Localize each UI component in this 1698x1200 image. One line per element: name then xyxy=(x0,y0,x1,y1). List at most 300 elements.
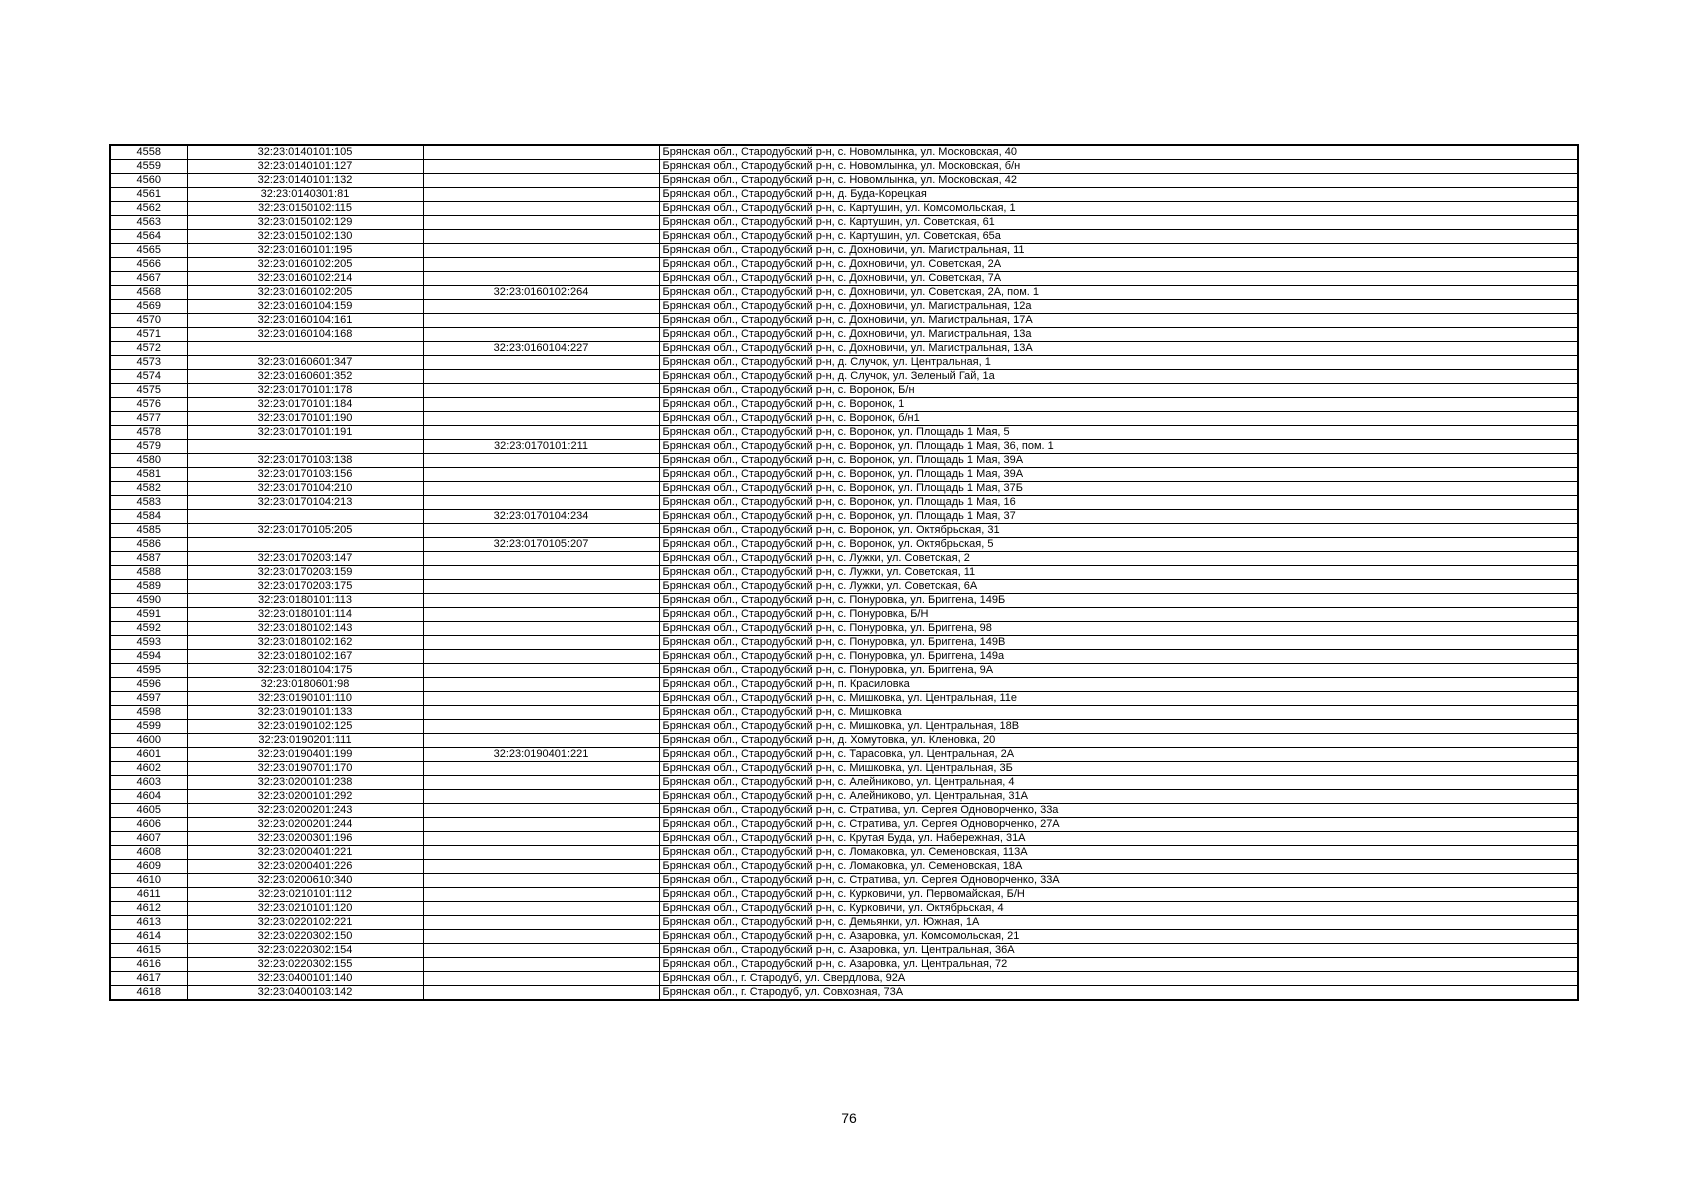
row-number-cell: 4564 xyxy=(110,230,187,244)
cadastral-number-cell: 32:23:0200201:244 xyxy=(187,818,423,832)
cadastral-number-cell: 32:23:0140101:105 xyxy=(187,145,423,160)
address-cell: Брянская обл., Стародубский р-н, с. Дохновичи, ул. Магистральная, 11 xyxy=(659,244,1578,258)
address-cell: Брянская обл., Стародубский р-н, с. Понуровка, Б/Н xyxy=(659,608,1578,622)
row-number-cell: 4598 xyxy=(110,706,187,720)
premises-cadastral-number-cell xyxy=(423,174,659,188)
table-row xyxy=(110,734,1578,748)
row-number-cell: 4596 xyxy=(110,678,187,692)
premises-cadastral-number-cell xyxy=(423,216,659,230)
cadastral-number-cell: 32:23:0180102:162 xyxy=(187,636,423,650)
cadastral-number-cell: 32:23:0200101:292 xyxy=(187,790,423,804)
row-number-cell: 4565 xyxy=(110,244,187,258)
row-number-cell: 4608 xyxy=(110,846,187,860)
cadastral-number-cell: 32:23:0210101:120 xyxy=(187,902,423,916)
premises-cadastral-number-cell xyxy=(423,972,659,986)
address-cell: Брянская обл., Стародубский р-н, с. Крутая Буда, ул. Набережная, 31А xyxy=(659,832,1578,846)
cadastral-number-cell: 32:23:0190102:125 xyxy=(187,720,423,734)
table-row xyxy=(110,440,1578,454)
table-row xyxy=(110,608,1578,622)
address-cell: Брянская обл., Стародубский р-н, с. Демьянки, ул. Южная, 1А xyxy=(659,916,1578,930)
address-cell: Брянская обл., Стародубский р-н, с. Азаровка, ул. Центральная, 72 xyxy=(659,958,1578,972)
cadastral-number-cell: 32:23:0210101:112 xyxy=(187,888,423,902)
row-number-cell: 4607 xyxy=(110,832,187,846)
row-number-cell: 4615 xyxy=(110,944,187,958)
address-cell: Брянская обл., Стародубский р-н, д. Буда-Корецкая xyxy=(659,188,1578,202)
table-row xyxy=(110,636,1578,650)
row-number-cell: 4587 xyxy=(110,552,187,566)
row-number-cell: 4560 xyxy=(110,174,187,188)
table-row xyxy=(110,944,1578,958)
table-row xyxy=(110,510,1578,524)
table-row xyxy=(110,286,1578,300)
table-row xyxy=(110,160,1578,174)
row-number-cell: 4593 xyxy=(110,636,187,650)
row-number-cell: 4614 xyxy=(110,930,187,944)
table-row xyxy=(110,930,1578,944)
row-number-cell: 4578 xyxy=(110,426,187,440)
cadastral-number-cell: 32:23:0170104:210 xyxy=(187,482,423,496)
row-number-cell: 4580 xyxy=(110,454,187,468)
page-number: 76 xyxy=(841,1110,857,1126)
premises-cadastral-number-cell xyxy=(423,412,659,426)
table-row xyxy=(110,244,1578,258)
table-row xyxy=(110,916,1578,930)
cadastral-number-cell: 32:23:0400101:140 xyxy=(187,972,423,986)
table-row xyxy=(110,188,1578,202)
premises-cadastral-number-cell xyxy=(423,678,659,692)
table-row xyxy=(110,314,1578,328)
address-cell: Брянская обл., Стародубский р-н, с. Ломаковка, ул. Семеновская, 18А xyxy=(659,860,1578,874)
premises-cadastral-number-cell xyxy=(423,145,659,160)
address-cell: Брянская обл., г. Стародуб, ул. Совхозная, 73А xyxy=(659,986,1578,1001)
premises-cadastral-number-cell xyxy=(423,930,659,944)
row-number-cell: 4575 xyxy=(110,384,187,398)
address-cell: Брянская обл., Стародубский р-н, с. Лужки, ул. Советская, 11 xyxy=(659,566,1578,580)
table-row xyxy=(110,790,1578,804)
address-cell: Брянская обл., г. Стародуб, ул. Свердлова, 92А xyxy=(659,972,1578,986)
address-cell: Брянская обл., Стародубский р-н, с. Азаровка, ул. Комсомольская, 21 xyxy=(659,930,1578,944)
address-cell: Брянская обл., Стародубский р-н, с. Воронок, ул. Площадь 1 Мая, 39А xyxy=(659,454,1578,468)
row-number-cell: 4584 xyxy=(110,510,187,524)
row-number-cell: 4574 xyxy=(110,370,187,384)
row-number-cell: 4567 xyxy=(110,272,187,286)
table-row xyxy=(110,145,1578,160)
cadastral-number-cell: 32:23:0170203:147 xyxy=(187,552,423,566)
table-row xyxy=(110,496,1578,510)
row-number-cell: 4583 xyxy=(110,496,187,510)
row-number-cell: 4594 xyxy=(110,650,187,664)
premises-cadastral-number-cell xyxy=(423,524,659,538)
premises-cadastral-number-cell xyxy=(423,958,659,972)
cadastral-number-cell: 32:23:0180601:98 xyxy=(187,678,423,692)
cadastral-number-cell: 32:23:0180104:175 xyxy=(187,664,423,678)
address-cell: Брянская обл., Стародубский р-н, с. Картушин, ул. Комсомольская, 1 xyxy=(659,202,1578,216)
cadastral-number-cell: 32:23:0220302:155 xyxy=(187,958,423,972)
cadastral-number-cell: 32:23:0160601:347 xyxy=(187,356,423,370)
cadastral-number-cell: 32:23:0180101:114 xyxy=(187,608,423,622)
row-number-cell: 4577 xyxy=(110,412,187,426)
premises-cadastral-number-cell xyxy=(423,258,659,272)
table-row xyxy=(110,552,1578,566)
cadastral-number-cell: 32:23:0160104:159 xyxy=(187,300,423,314)
table-row xyxy=(110,272,1578,286)
cadastral-number-cell: 32:23:0170103:156 xyxy=(187,468,423,482)
row-number-cell: 4613 xyxy=(110,916,187,930)
cadastral-number-cell: 32:23:0150102:129 xyxy=(187,216,423,230)
premises-cadastral-number-cell xyxy=(423,202,659,216)
premises-cadastral-number-cell xyxy=(423,426,659,440)
premises-cadastral-number-cell xyxy=(423,468,659,482)
premises-cadastral-number-cell xyxy=(423,384,659,398)
premises-cadastral-number-cell xyxy=(423,244,659,258)
table-row xyxy=(110,230,1578,244)
premises-cadastral-number-cell: 32:23:0190401:221 xyxy=(423,748,659,762)
premises-cadastral-number-cell xyxy=(423,328,659,342)
premises-cadastral-number-cell xyxy=(423,860,659,874)
registry-table-body xyxy=(110,145,1578,1000)
table-row xyxy=(110,412,1578,426)
cadastral-number-cell: 32:23:0170203:159 xyxy=(187,566,423,580)
row-number-cell: 4595 xyxy=(110,664,187,678)
cadastral-number-cell: 32:23:0170104:213 xyxy=(187,496,423,510)
premises-cadastral-number-cell xyxy=(423,706,659,720)
row-number-cell: 4572 xyxy=(110,342,187,356)
address-cell: Брянская обл., Стародубский р-н, с. Дохновичи, ул. Магистральная, 12а xyxy=(659,300,1578,314)
cadastral-number-cell: 32:23:0400103:142 xyxy=(187,986,423,1001)
table-row xyxy=(110,846,1578,860)
premises-cadastral-number-cell xyxy=(423,454,659,468)
address-cell: Брянская обл., Стародубский р-н, с. Мишковка xyxy=(659,706,1578,720)
table-row xyxy=(110,650,1578,664)
address-cell: Брянская обл., Стародубский р-н, с. Картушин, ул. Советская, 61 xyxy=(659,216,1578,230)
row-number-cell: 4558 xyxy=(110,145,187,160)
premises-cadastral-number-cell xyxy=(423,314,659,328)
table-row xyxy=(110,426,1578,440)
address-cell: Брянская обл., Стародубский р-н, с. Тарасовка, ул. Центральная, 2А xyxy=(659,748,1578,762)
premises-cadastral-number-cell xyxy=(423,790,659,804)
cadastral-number-cell xyxy=(187,510,423,524)
cadastral-number-cell: 32:23:0190201:111 xyxy=(187,734,423,748)
premises-cadastral-number-cell xyxy=(423,636,659,650)
row-number-cell: 4590 xyxy=(110,594,187,608)
cadastral-number-cell: 32:23:0200401:221 xyxy=(187,846,423,860)
address-cell: Брянская обл., Стародубский р-н, с. Понуровка, ул. Бриггена, 149В xyxy=(659,636,1578,650)
cadastral-number-cell: 32:23:0160102:205 xyxy=(187,258,423,272)
premises-cadastral-number-cell xyxy=(423,230,659,244)
premises-cadastral-number-cell xyxy=(423,356,659,370)
premises-cadastral-number-cell xyxy=(423,846,659,860)
registry-table xyxy=(109,144,1579,1001)
row-number-cell: 4592 xyxy=(110,622,187,636)
row-number-cell: 4585 xyxy=(110,524,187,538)
cadastral-number-cell: 32:23:0160102:214 xyxy=(187,272,423,286)
premises-cadastral-number-cell xyxy=(423,370,659,384)
row-number-cell: 4611 xyxy=(110,888,187,902)
address-cell: Брянская обл., Стародубский р-н, с. Стратива, ул. Сергея Одноворченко, 33а xyxy=(659,804,1578,818)
address-cell: Брянская обл., Стародубский р-н, с. Понуровка, ул. Бриггена, 98 xyxy=(659,622,1578,636)
table-row xyxy=(110,454,1578,468)
row-number-cell: 4563 xyxy=(110,216,187,230)
address-cell: Брянская обл., Стародубский р-н, с. Воронок, ул. Октябрьская, 5 xyxy=(659,538,1578,552)
table-row xyxy=(110,538,1578,552)
row-number-cell: 4579 xyxy=(110,440,187,454)
premises-cadastral-number-cell xyxy=(423,650,659,664)
premises-cadastral-number-cell: 32:23:0170104:234 xyxy=(423,510,659,524)
table-row xyxy=(110,748,1578,762)
premises-cadastral-number-cell xyxy=(423,818,659,832)
premises-cadastral-number-cell: 32:23:0170101:211 xyxy=(423,440,659,454)
cadastral-number-cell: 32:23:0220102:221 xyxy=(187,916,423,930)
address-cell: Брянская обл., Стародубский р-н, с. Мишковка, ул. Центральная, 3Б xyxy=(659,762,1578,776)
address-cell: Брянская обл., Стародубский р-н, с. Новомлынка, ул. Московская, 40 xyxy=(659,145,1578,160)
address-cell: Брянская обл., Стародубский р-н, с. Лужки, ул. Советская, 6А xyxy=(659,580,1578,594)
row-number-cell: 4569 xyxy=(110,300,187,314)
premises-cadastral-number-cell xyxy=(423,888,659,902)
row-number-cell: 4576 xyxy=(110,398,187,412)
cadastral-number-cell: 32:23:0160104:168 xyxy=(187,328,423,342)
table-row xyxy=(110,958,1578,972)
row-number-cell: 4605 xyxy=(110,804,187,818)
premises-cadastral-number-cell xyxy=(423,160,659,174)
address-cell: Брянская обл., Стародубский р-н, с. Стратива, ул. Сергея Одноворченко, 33А xyxy=(659,874,1578,888)
table-row xyxy=(110,818,1578,832)
cadastral-number-cell: 32:23:0170203:175 xyxy=(187,580,423,594)
premises-cadastral-number-cell xyxy=(423,874,659,888)
row-number-cell: 4610 xyxy=(110,874,187,888)
cadastral-number-cell xyxy=(187,440,423,454)
row-number-cell: 4573 xyxy=(110,356,187,370)
cadastral-number-cell: 32:23:0200201:243 xyxy=(187,804,423,818)
table-row xyxy=(110,328,1578,342)
cadastral-number-cell: 32:23:0220302:150 xyxy=(187,930,423,944)
cadastral-number-cell: 32:23:0160101:195 xyxy=(187,244,423,258)
premises-cadastral-number-cell xyxy=(423,944,659,958)
cadastral-number-cell: 32:23:0180101:113 xyxy=(187,594,423,608)
row-number-cell: 4589 xyxy=(110,580,187,594)
table-row xyxy=(110,384,1578,398)
table-row xyxy=(110,356,1578,370)
cadastral-number-cell: 32:23:0200101:238 xyxy=(187,776,423,790)
row-number-cell: 4591 xyxy=(110,608,187,622)
table-row xyxy=(110,678,1578,692)
premises-cadastral-number-cell xyxy=(423,496,659,510)
address-cell: Брянская обл., Стародубский р-н, с. Новомлынка, ул. Московская, 42 xyxy=(659,174,1578,188)
row-number-cell: 4566 xyxy=(110,258,187,272)
address-cell: Брянская обл., Стародубский р-н, с. Алейниково, ул. Центральная, 31А xyxy=(659,790,1578,804)
table-row xyxy=(110,580,1578,594)
table-row xyxy=(110,174,1578,188)
row-number-cell: 4617 xyxy=(110,972,187,986)
address-cell: Брянская обл., Стародубский р-н, д. Хомутовка, ул. Кленовка, 20 xyxy=(659,734,1578,748)
cadastral-number-cell: 32:23:0190401:199 xyxy=(187,748,423,762)
table-row xyxy=(110,566,1578,580)
table-row xyxy=(110,664,1578,678)
table-row xyxy=(110,972,1578,986)
table-row xyxy=(110,468,1578,482)
premises-cadastral-number-cell xyxy=(423,300,659,314)
address-cell: Брянская обл., Стародубский р-н, с. Мишковка, ул. Центральная, 11е xyxy=(659,692,1578,706)
row-number-cell: 4559 xyxy=(110,160,187,174)
premises-cadastral-number-cell xyxy=(423,902,659,916)
cadastral-number-cell: 32:23:0140101:132 xyxy=(187,174,423,188)
cadastral-number-cell: 32:23:0150102:130 xyxy=(187,230,423,244)
address-cell: Брянская обл., Стародубский р-н, с. Стратива, ул. Сергея Одноворченко, 27А xyxy=(659,818,1578,832)
address-cell: Брянская обл., Стародубский р-н, с. Понуровка, ул. Бриггена, 149а xyxy=(659,650,1578,664)
table-row xyxy=(110,804,1578,818)
premises-cadastral-number-cell xyxy=(423,594,659,608)
address-cell: Брянская обл., Стародубский р-н, с. Понуровка, ул. Бриггена, 149Б xyxy=(659,594,1578,608)
premises-cadastral-number-cell xyxy=(423,916,659,930)
table-row xyxy=(110,342,1578,356)
address-cell: Брянская обл., Стародубский р-н, с. Картушин, ул. Советская, 65а xyxy=(659,230,1578,244)
table-row xyxy=(110,524,1578,538)
row-number-cell: 4581 xyxy=(110,468,187,482)
premises-cadastral-number-cell: 32:23:0170105:207 xyxy=(423,538,659,552)
cadastral-number-cell: 32:23:0170105:205 xyxy=(187,524,423,538)
cadastral-number-cell: 32:23:0200301:196 xyxy=(187,832,423,846)
table-row xyxy=(110,300,1578,314)
table-row xyxy=(110,986,1578,1001)
premises-cadastral-number-cell xyxy=(423,608,659,622)
cadastral-number-cell xyxy=(187,538,423,552)
table-row xyxy=(110,902,1578,916)
premises-cadastral-number-cell xyxy=(423,566,659,580)
premises-cadastral-number-cell xyxy=(423,734,659,748)
cadastral-number-cell: 32:23:0160601:352 xyxy=(187,370,423,384)
premises-cadastral-number-cell xyxy=(423,720,659,734)
row-number-cell: 4612 xyxy=(110,902,187,916)
table-row xyxy=(110,258,1578,272)
premises-cadastral-number-cell xyxy=(423,692,659,706)
address-cell: Брянская обл., Стародубский р-н, с. Дохновичи, ул. Магистральная, 13а xyxy=(659,328,1578,342)
row-number-cell: 4602 xyxy=(110,762,187,776)
premises-cadastral-number-cell: 32:23:0160102:264 xyxy=(423,286,659,300)
table-row xyxy=(110,594,1578,608)
cadastral-number-cell: 32:23:0200610:340 xyxy=(187,874,423,888)
cadastral-number-cell: 32:23:0180102:143 xyxy=(187,622,423,636)
table-row xyxy=(110,860,1578,874)
premises-cadastral-number-cell xyxy=(423,552,659,566)
table-row xyxy=(110,370,1578,384)
table-row xyxy=(110,888,1578,902)
premises-cadastral-number-cell xyxy=(423,580,659,594)
address-cell: Брянская обл., Стародубский р-н, с. Дохновичи, ул. Советская, 2А xyxy=(659,258,1578,272)
cadastral-number-cell: 32:23:0190101:110 xyxy=(187,692,423,706)
cadastral-number-cell: 32:23:0150102:115 xyxy=(187,202,423,216)
cadastral-number-cell: 32:23:0190701:170 xyxy=(187,762,423,776)
table-row xyxy=(110,692,1578,706)
table-row xyxy=(110,832,1578,846)
address-cell: Брянская обл., Стародубский р-н, с. Воронок, б/н1 xyxy=(659,412,1578,426)
row-number-cell: 4606 xyxy=(110,818,187,832)
premises-cadastral-number-cell xyxy=(423,762,659,776)
row-number-cell: 4599 xyxy=(110,720,187,734)
row-number-cell: 4588 xyxy=(110,566,187,580)
cadastral-number-cell: 32:23:0170103:138 xyxy=(187,454,423,468)
table-row xyxy=(110,482,1578,496)
address-cell: Брянская обл., Стародубский р-н, с. Дохновичи, ул. Советская, 7А xyxy=(659,272,1578,286)
row-number-cell: 4604 xyxy=(110,790,187,804)
cadastral-number-cell: 32:23:0170101:178 xyxy=(187,384,423,398)
address-cell: Брянская обл., Стародубский р-н, с. Воронок, ул. Площадь 1 Мая, 37 xyxy=(659,510,1578,524)
cadastral-number-cell: 32:23:0160104:161 xyxy=(187,314,423,328)
cadastral-number-cell: 32:23:0170101:190 xyxy=(187,412,423,426)
table-row xyxy=(110,398,1578,412)
premises-cadastral-number-cell xyxy=(423,664,659,678)
address-cell: Брянская обл., Стародубский р-н, с. Алейниково, ул. Центральная, 4 xyxy=(659,776,1578,790)
cadastral-number-cell: 32:23:0170101:191 xyxy=(187,426,423,440)
premises-cadastral-number-cell xyxy=(423,482,659,496)
address-cell: Брянская обл., Стародубский р-н, п. Красиловка xyxy=(659,678,1578,692)
table-row xyxy=(110,706,1578,720)
row-number-cell: 4600 xyxy=(110,734,187,748)
cadastral-number-cell xyxy=(187,342,423,356)
cadastral-number-cell: 32:23:0160102:205 xyxy=(187,286,423,300)
row-number-cell: 4561 xyxy=(110,188,187,202)
address-cell: Брянская обл., Стародубский р-н, с. Воронок, ул. Октябрьская, 31 xyxy=(659,524,1578,538)
cadastral-number-cell: 32:23:0170101:184 xyxy=(187,398,423,412)
premises-cadastral-number-cell xyxy=(423,188,659,202)
row-number-cell: 4618 xyxy=(110,986,187,1001)
row-number-cell: 4597 xyxy=(110,692,187,706)
address-cell: Брянская обл., Стародубский р-н, с. Лужки, ул. Советская, 2 xyxy=(659,552,1578,566)
table-row xyxy=(110,720,1578,734)
address-cell: Брянская обл., Стародубский р-н, с. Воронок, ул. Площадь 1 Мая, 36, пом. 1 xyxy=(659,440,1578,454)
cadastral-number-cell: 32:23:0220302:154 xyxy=(187,944,423,958)
row-number-cell: 4571 xyxy=(110,328,187,342)
address-cell: Брянская обл., Стародубский р-н, с. Мишковка, ул. Центральная, 18В xyxy=(659,720,1578,734)
address-cell: Брянская обл., Стародубский р-н, д. Случок, ул. Зеленый Гай, 1а xyxy=(659,370,1578,384)
row-number-cell: 4586 xyxy=(110,538,187,552)
premises-cadastral-number-cell: 32:23:0160104:227 xyxy=(423,342,659,356)
premises-cadastral-number-cell xyxy=(423,272,659,286)
row-number-cell: 4562 xyxy=(110,202,187,216)
address-cell: Брянская обл., Стародубский р-н, с. Воронок, ул. Площадь 1 Мая, 5 xyxy=(659,426,1578,440)
row-number-cell: 4601 xyxy=(110,748,187,762)
address-cell: Брянская обл., Стародубский р-н, с. Дохновичи, ул. Советская, 2А, пом. 1 xyxy=(659,286,1578,300)
address-cell: Брянская обл., Стародубский р-н, с. Дохновичи, ул. Магистральная, 17А xyxy=(659,314,1578,328)
premises-cadastral-number-cell xyxy=(423,804,659,818)
table-row xyxy=(110,776,1578,790)
premises-cadastral-number-cell xyxy=(423,832,659,846)
address-cell: Брянская обл., Стародубский р-н, с. Воронок, Б/н xyxy=(659,384,1578,398)
premises-cadastral-number-cell xyxy=(423,776,659,790)
address-cell: Брянская обл., Стародубский р-н, с. Воронок, ул. Площадь 1 Мая, 39А xyxy=(659,468,1578,482)
address-cell: Брянская обл., Стародубский р-н, с. Ломаковка, ул. Семеновская, 113А xyxy=(659,846,1578,860)
cadastral-number-cell: 32:23:0180102:167 xyxy=(187,650,423,664)
table-row xyxy=(110,202,1578,216)
row-number-cell: 4609 xyxy=(110,860,187,874)
table-row xyxy=(110,874,1578,888)
row-number-cell: 4570 xyxy=(110,314,187,328)
table-row xyxy=(110,216,1578,230)
address-cell: Брянская обл., Стародубский р-н, с. Понуровка, ул. Бриггена, 9А xyxy=(659,664,1578,678)
address-cell: Брянская обл., Стародубский р-н, с. Новомлынка, ул. Московская, б/н xyxy=(659,160,1578,174)
row-number-cell: 4582 xyxy=(110,482,187,496)
address-cell: Брянская обл., Стародубский р-н, с. Азаровка, ул. Центральная, 36А xyxy=(659,944,1578,958)
address-cell: Брянская обл., Стародубский р-н, с. Воронок, ул. Площадь 1 Мая, 37Б xyxy=(659,482,1578,496)
table-row xyxy=(110,622,1578,636)
address-cell: Брянская обл., Стародубский р-н, с. Воронок, 1 xyxy=(659,398,1578,412)
premises-cadastral-number-cell xyxy=(423,622,659,636)
address-cell: Брянская обл., Стародубский р-н, с. Курковичи, ул. Октябрьская, 4 xyxy=(659,902,1578,916)
premises-cadastral-number-cell xyxy=(423,398,659,412)
row-number-cell: 4603 xyxy=(110,776,187,790)
row-number-cell: 4568 xyxy=(110,286,187,300)
cadastral-number-cell: 32:23:0190101:133 xyxy=(187,706,423,720)
address-cell: Брянская обл., Стародубский р-н, д. Случок, ул. Центральная, 1 xyxy=(659,356,1578,370)
table-row xyxy=(110,762,1578,776)
